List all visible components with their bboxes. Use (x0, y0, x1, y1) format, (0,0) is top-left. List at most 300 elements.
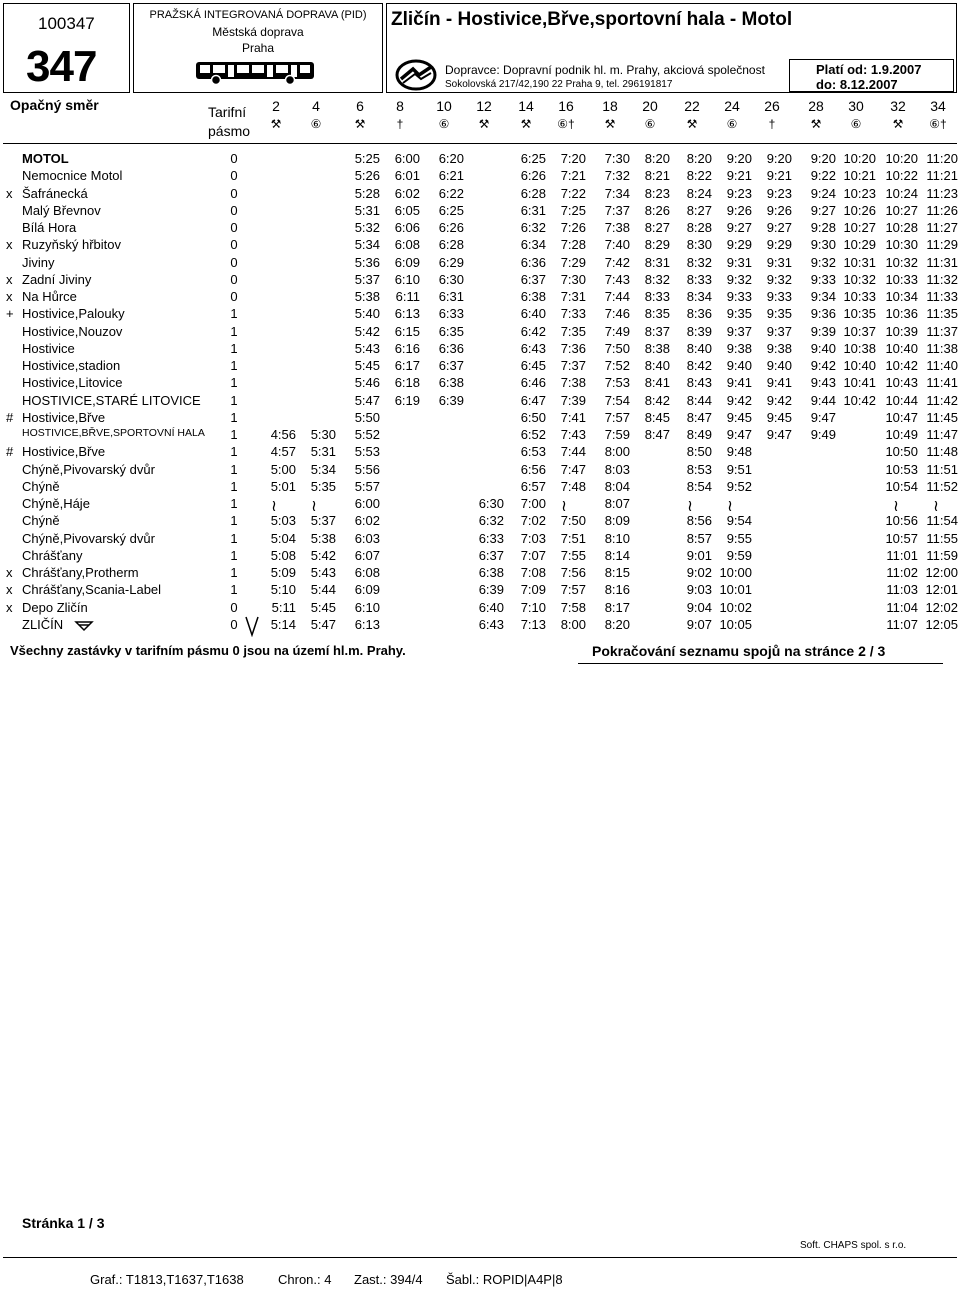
departure-time: 9:47 (766, 427, 792, 442)
departure-time: 8:56 (686, 513, 712, 529)
departure-time: 11:55 (926, 530, 958, 546)
departure-time: 6:56 (520, 461, 546, 477)
validity-box (789, 59, 954, 92)
city-name: Praha (241, 41, 275, 55)
stop-zone: 1 (230, 530, 238, 546)
departure-time: 9:49 (810, 427, 836, 442)
departure-time: 8:28 (686, 220, 712, 235)
departure-time: 6:09 (394, 254, 420, 270)
departure-time: 9:30 (810, 237, 836, 253)
stop-marker: # (6, 409, 14, 425)
trip-number-header: 6 (356, 98, 364, 114)
departure-time: 6:30 (438, 271, 464, 287)
departure-time: 10:47 (885, 409, 918, 425)
stop-marker: x (6, 582, 13, 598)
departure-time: 7:21 (560, 168, 586, 184)
stop-zone: 0 (230, 599, 238, 615)
departure-time: 8:41 (644, 375, 670, 391)
departure-time: 6:32 (520, 220, 546, 235)
transport-type: Městská doprava (212, 25, 304, 39)
departure-time: 7:43 (604, 271, 630, 287)
departure-time: 7:44 (604, 289, 630, 304)
departure-time: 12:05 (925, 616, 958, 632)
departure-time: 5:50 (354, 409, 380, 425)
departure-time: 10:20 (885, 151, 918, 166)
trip-number-header: 18 (602, 98, 618, 114)
departure-time: 8:20 (604, 616, 630, 632)
departure-time: 9:23 (726, 185, 752, 201)
departure-time: 7:30 (560, 271, 586, 287)
graf-info: Graf.: T1813,T1637,T1638 (90, 1272, 244, 1287)
departure-time: 8:00 (604, 444, 630, 460)
departure-time: 11:27 (926, 220, 958, 235)
departure-time: 6:03 (354, 530, 380, 546)
departure-time: 5:38 (354, 289, 380, 304)
departure-time: 6:43 (478, 616, 504, 632)
departure-time: ≀ (933, 498, 939, 515)
departure-time: 6:42 (520, 323, 546, 339)
stop-zone: 1 (230, 582, 238, 598)
stop-name: Hostivice,Břve (22, 409, 106, 425)
stop-zone: 0 (230, 254, 238, 270)
departure-time: 10:21 (843, 168, 876, 184)
departure-time: 9:54 (726, 513, 752, 529)
departure-time: 6:02 (394, 185, 420, 201)
organizer-box (133, 3, 383, 93)
departure-time: 9:31 (726, 254, 752, 270)
departure-time: 10:42 (843, 392, 876, 408)
departure-time: 9:44 (810, 392, 836, 408)
stop-zone: 1 (230, 409, 238, 425)
departure-time: 10:40 (885, 340, 918, 356)
departure-time: 6:06 (394, 220, 420, 235)
departure-time: 9:21 (726, 168, 752, 184)
continuation-underline (578, 663, 943, 664)
organizer-name: PRAŽSKÁ INTEGROVANÁ DOPRAVA (PID) (149, 9, 367, 21)
departure-time: 6:38 (478, 565, 504, 580)
departure-time: 7:26 (560, 220, 586, 235)
departure-time: 5:01 (270, 478, 296, 494)
departure-time: 5:46 (354, 375, 380, 391)
departure-time: 9:32 (726, 271, 752, 287)
stop-name: Chýně,Háje (22, 496, 90, 511)
departure-time: 5:45 (354, 358, 380, 373)
stop-zone: 1 (230, 444, 238, 460)
departure-time: 8:54 (686, 478, 712, 494)
departure-time: 5:42 (354, 323, 380, 339)
departure-time: 6:07 (354, 547, 380, 563)
departure-time: 6:10 (354, 599, 380, 615)
stop-marker: # (6, 444, 14, 460)
departure-time: 8:30 (686, 237, 712, 253)
stop-zone: 1 (230, 513, 238, 529)
departure-time: 9:42 (766, 392, 792, 408)
departure-time: 10:34 (885, 289, 918, 304)
departure-time: 7:09 (520, 582, 546, 598)
trip-day-symbol: ⚒ (478, 117, 490, 131)
trip-number-header: 12 (476, 98, 492, 114)
departure-time: 7:32 (604, 168, 630, 184)
departure-time: 11:45 (926, 409, 958, 425)
departure-time: 6:38 (520, 289, 546, 304)
departure-time: 10:40 (843, 358, 876, 373)
departure-time: 6:28 (520, 185, 546, 201)
departure-time: 11:31 (926, 254, 958, 270)
departure-time: 6:26 (438, 220, 464, 235)
departure-time: 10:33 (885, 271, 918, 287)
departure-time: 9:20 (766, 151, 792, 166)
departure-time: 8:14 (604, 547, 630, 563)
stop-name: Hostivice,Břve (22, 444, 106, 460)
departure-time: 7:38 (604, 220, 630, 235)
departure-time: 10:20 (843, 151, 876, 166)
stop-zone: 1 (230, 323, 238, 339)
departure-time: 5:26 (354, 168, 380, 184)
stop-zone: 0 (230, 616, 238, 632)
trip-number-header: 24 (724, 98, 740, 114)
departure-time: 5:32 (354, 220, 380, 235)
departure-time: 11:01 (886, 547, 918, 563)
departure-time: 6:39 (438, 392, 464, 408)
departure-time: 8:43 (686, 375, 712, 391)
departure-time: 10:31 (843, 254, 876, 270)
departure-time: 8:57 (686, 530, 712, 546)
departure-time: 6:38 (438, 375, 464, 391)
departure-time: 7:35 (560, 323, 586, 339)
departure-time: 6:52 (520, 427, 546, 442)
departure-time: 10:53 (885, 461, 918, 477)
departure-time: 9:38 (726, 340, 752, 356)
departure-time: 6:36 (520, 254, 546, 270)
departure-time: 7:57 (560, 582, 586, 598)
departure-time: 8:27 (644, 220, 670, 235)
stop-zone: 1 (230, 306, 238, 322)
trip-number-header: 16 (558, 98, 574, 114)
departure-time: 8:42 (686, 358, 712, 373)
departure-time: 8:47 (644, 427, 670, 442)
departure-time: 5:10 (270, 582, 296, 598)
trip-number-header: 14 (518, 98, 534, 114)
terminal-stop-icon (74, 620, 94, 632)
departure-time: 8:53 (686, 461, 712, 477)
stop-zone: 1 (230, 340, 238, 356)
departure-time: 10:33 (843, 289, 876, 304)
footer-divider (3, 1257, 957, 1258)
departure-time: 8:26 (644, 202, 670, 218)
departure-time: 7:47 (560, 461, 586, 477)
template-info: Šabl.: ROPID|A4P|8 (446, 1272, 563, 1287)
departure-time: 10:22 (885, 168, 918, 184)
departure-time: 5:43 (310, 565, 336, 580)
departure-time: 7:56 (560, 565, 586, 580)
departure-time: 10:35 (843, 306, 876, 322)
stop-name: Chrášťany,Protherm (22, 565, 139, 580)
departure-time: 6:33 (478, 530, 504, 546)
departure-time: 5:40 (354, 306, 380, 322)
departure-time: 7:53 (604, 375, 630, 391)
departure-time: 7:50 (604, 340, 630, 356)
stop-zone: 1 (230, 375, 238, 391)
departure-time: 8:23 (644, 185, 670, 201)
departure-time: 10:24 (885, 185, 918, 201)
departure-time: 6:19 (394, 392, 420, 408)
departure-time: 8:24 (686, 185, 712, 201)
stop-name: Nemocnice Motol (22, 168, 123, 184)
line-short-number: 347 (26, 42, 97, 91)
departure-time: 6:11 (395, 289, 420, 304)
departure-time: 6:13 (394, 306, 420, 322)
departure-time: 7:40 (604, 237, 630, 253)
departure-time: 7:59 (604, 427, 630, 442)
departure-time: 10:05 (719, 616, 752, 632)
stop-marker: + (6, 306, 14, 322)
trip-number-header: 2 (272, 98, 280, 114)
departure-time: 8:33 (644, 289, 670, 304)
departure-time: 7:03 (520, 530, 546, 546)
stop-name: Hostivice,stadion (22, 358, 121, 373)
stop-name: Na Hůrce (22, 289, 77, 304)
departure-time: 5:52 (354, 427, 380, 442)
trip-number-header: 34 (930, 98, 946, 114)
departure-time: 11:32 (926, 271, 958, 287)
departure-time: 9:45 (766, 409, 792, 425)
departure-time: 9:20 (726, 151, 752, 166)
departure-time: 9:38 (766, 340, 792, 356)
departure-time: 9:27 (766, 220, 792, 235)
trip-day-symbol: ⑥ (310, 117, 322, 131)
departure-time: 8:32 (686, 254, 712, 270)
tarif-zone-header-1: Tarifní (208, 104, 247, 120)
departure-time: 9:42 (810, 358, 836, 373)
departure-time: 11:04 (886, 599, 918, 615)
departure-time: 10:49 (885, 427, 918, 442)
line-number-box (3, 3, 130, 93)
chron-info: Chron.: 4 (278, 1272, 332, 1287)
departure-time: 11:40 (926, 358, 958, 373)
departure-time: 5:53 (354, 444, 380, 460)
departure-time: 5:28 (354, 185, 380, 201)
departure-time: 6:53 (520, 444, 546, 460)
departure-time: 8:45 (644, 409, 670, 425)
departure-time: 8:22 (686, 168, 712, 184)
stop-zone: 1 (230, 478, 238, 494)
departure-time: 11:21 (926, 168, 958, 184)
departure-time: 5:00 (270, 461, 296, 477)
trip-day-symbol: ⚒ (270, 117, 282, 131)
departure-time: 7:08 (520, 565, 546, 580)
departure-time: 11:33 (926, 289, 958, 304)
tarif-zone-header-2: pásmo (208, 123, 251, 139)
departure-time: 6:35 (438, 323, 464, 339)
departure-time: 10:02 (719, 599, 752, 615)
trip-day-symbol: ⑥ (438, 117, 450, 131)
departure-time: 6:22 (438, 185, 464, 201)
departure-time: 7:38 (560, 375, 586, 391)
departure-time: 10:32 (885, 254, 918, 270)
departure-time: 6:28 (438, 237, 464, 253)
departure-time: 7:22 (560, 185, 586, 201)
departure-time: 9:01 (686, 547, 712, 563)
departure-time: 11:41 (926, 375, 958, 391)
departure-time: 8:04 (604, 478, 630, 494)
departure-time: 9:33 (726, 289, 752, 304)
departure-time: 6:02 (354, 513, 380, 529)
page-label: Stránka 1 / 3 (22, 1215, 105, 1231)
departure-time: 7:42 (604, 254, 630, 270)
stop-zone: 1 (230, 547, 238, 563)
departure-time: 10:29 (843, 237, 876, 253)
departure-time: 7:55 (560, 547, 586, 563)
trip-number-header: 26 (764, 98, 780, 114)
departure-time: 11:29 (926, 237, 958, 253)
bus-icon (194, 60, 318, 86)
departure-time: 7:07 (520, 547, 546, 563)
departure-time: 8:09 (604, 513, 630, 529)
trip-number-header: 28 (808, 98, 824, 114)
stop-zone: 0 (230, 271, 238, 287)
departure-time: 10:56 (885, 513, 918, 529)
stop-zone: 0 (230, 151, 238, 166)
departure-time: 6:30 (478, 496, 504, 511)
departure-time: 7:43 (560, 427, 586, 442)
departure-time: 6:18 (394, 375, 420, 391)
departure-time: 8:31 (644, 254, 670, 270)
stop-name: Chrášťany (22, 547, 83, 563)
stop-zone: 1 (230, 461, 238, 477)
departure-time: 10:01 (719, 582, 752, 598)
trip-day-symbol: ⚒ (604, 117, 616, 131)
trip-number-header: 8 (396, 98, 404, 114)
departure-time: 11:52 (926, 478, 958, 494)
departure-time: 6:37 (438, 358, 464, 373)
end-arrow-icon (244, 615, 260, 637)
departure-time: 8:07 (604, 496, 630, 511)
departure-time: 9:37 (766, 323, 792, 339)
stop-zone: 0 (230, 289, 238, 304)
departure-time: 6:34 (520, 237, 546, 253)
departure-time: 9:24 (810, 185, 836, 201)
departure-time: 4:57 (270, 444, 296, 460)
departure-time: 8:27 (686, 202, 712, 218)
departure-time: 11:51 (926, 461, 958, 477)
departure-time: 9:51 (726, 461, 752, 477)
departure-time: 6:46 (520, 375, 546, 391)
departure-time: 9:35 (726, 306, 752, 322)
departure-time: 7:41 (560, 409, 586, 425)
stop-name: Zadní Jiviny (22, 271, 92, 287)
departure-time: ≀ (561, 498, 567, 515)
departure-time: 10:54 (885, 478, 918, 494)
departure-time: 5:45 (310, 599, 336, 615)
departure-time: 8:37 (644, 323, 670, 339)
departure-time: 10:42 (885, 358, 918, 373)
departure-time: 9:47 (726, 427, 752, 442)
departure-time: 6:39 (478, 582, 504, 598)
departure-time: 11:47 (926, 427, 958, 442)
stop-name: MOTOL (22, 151, 69, 166)
route-title: Zličín - Hostivice,Břve,sportovní hala - Motol (391, 9, 793, 30)
stop-name: Chýně,Pivovarský dvůr (22, 461, 155, 477)
departure-time: 7:50 (560, 513, 586, 529)
departure-time: 6:50 (520, 409, 546, 425)
stop-name: Chýně (22, 513, 60, 529)
departure-time: 5:03 (270, 513, 296, 529)
departure-time: 5:11 (271, 599, 296, 615)
departure-time: 5:30 (310, 427, 336, 442)
stop-zone: 1 (230, 358, 238, 373)
departure-time: 9:52 (726, 478, 752, 494)
departure-time: 7:51 (560, 530, 586, 546)
departure-time: 9:22 (810, 168, 836, 184)
departure-time: 10:43 (885, 375, 918, 391)
departure-time: 9:47 (810, 409, 836, 425)
departure-time: 9:48 (726, 444, 752, 460)
trip-number-header: 4 (312, 98, 320, 114)
departure-time: 10:32 (843, 271, 876, 287)
departure-time: 10:36 (885, 306, 918, 322)
departure-time: 9:33 (810, 271, 836, 287)
departure-time: 9:43 (810, 375, 836, 391)
trip-number-header: 32 (890, 98, 906, 114)
stop-name: Hostivice,Palouky (22, 306, 125, 322)
stop-name: Hostivice,Litovice (22, 375, 123, 391)
departure-time: 8:17 (604, 599, 630, 615)
valid-from: Platí od: 1.9.2007 (816, 62, 922, 77)
trip-number-header: 30 (848, 98, 864, 114)
departure-time: 8:39 (686, 323, 712, 339)
departure-time: 8:34 (686, 289, 712, 304)
departure-time: 5:25 (354, 151, 380, 166)
departure-time: 11:59 (926, 547, 958, 563)
departure-time: 11:48 (926, 444, 958, 460)
departure-time: 5:44 (310, 582, 336, 598)
trip-day-symbol: ⑥† (557, 117, 575, 131)
trip-day-symbol: ⚒ (686, 117, 698, 131)
departure-time: 8:49 (686, 427, 712, 442)
direction-label: Opačný směr (10, 97, 99, 113)
departure-time: 10:30 (885, 237, 918, 253)
departure-time: 5:14 (270, 616, 296, 632)
trip-day-symbol: † (396, 117, 404, 131)
departure-time: 5:08 (270, 547, 296, 563)
stop-marker: x (6, 599, 13, 615)
departure-time: 6:31 (520, 202, 546, 218)
departure-time: 10:57 (885, 530, 918, 546)
departure-time: 8:29 (644, 237, 670, 253)
trip-day-symbol: ⑥ (644, 117, 656, 131)
departure-time: 6:00 (394, 151, 420, 166)
zone-note: Všechny zastávky v tarifním pásmu 0 jsou na území hl.m. Prahy. (10, 643, 406, 658)
departure-time: 9:39 (810, 323, 836, 339)
departure-time: 8:47 (686, 409, 712, 425)
departure-time: 5:57 (354, 478, 380, 494)
operator-logo-icon (395, 59, 437, 91)
departure-time: 8:38 (644, 340, 670, 356)
departure-time: 11:23 (926, 185, 958, 201)
route-box (386, 3, 957, 93)
departure-time: 9:03 (686, 582, 712, 598)
departure-time: 5:31 (354, 202, 380, 218)
departure-time: 9:26 (726, 202, 752, 218)
trip-number-header: 20 (642, 98, 658, 114)
departure-time: 6:45 (520, 358, 546, 373)
software-credit: Soft. CHAPS spol. s r.o. (800, 1240, 907, 1251)
stop-zone: 0 (230, 237, 238, 253)
stop-name: HOSTIVICE,STARÉ LITOVICE (22, 392, 201, 408)
departure-time: 6:47 (520, 392, 546, 408)
departure-time: ≀ (687, 498, 693, 515)
departure-time: 9:02 (686, 565, 712, 580)
